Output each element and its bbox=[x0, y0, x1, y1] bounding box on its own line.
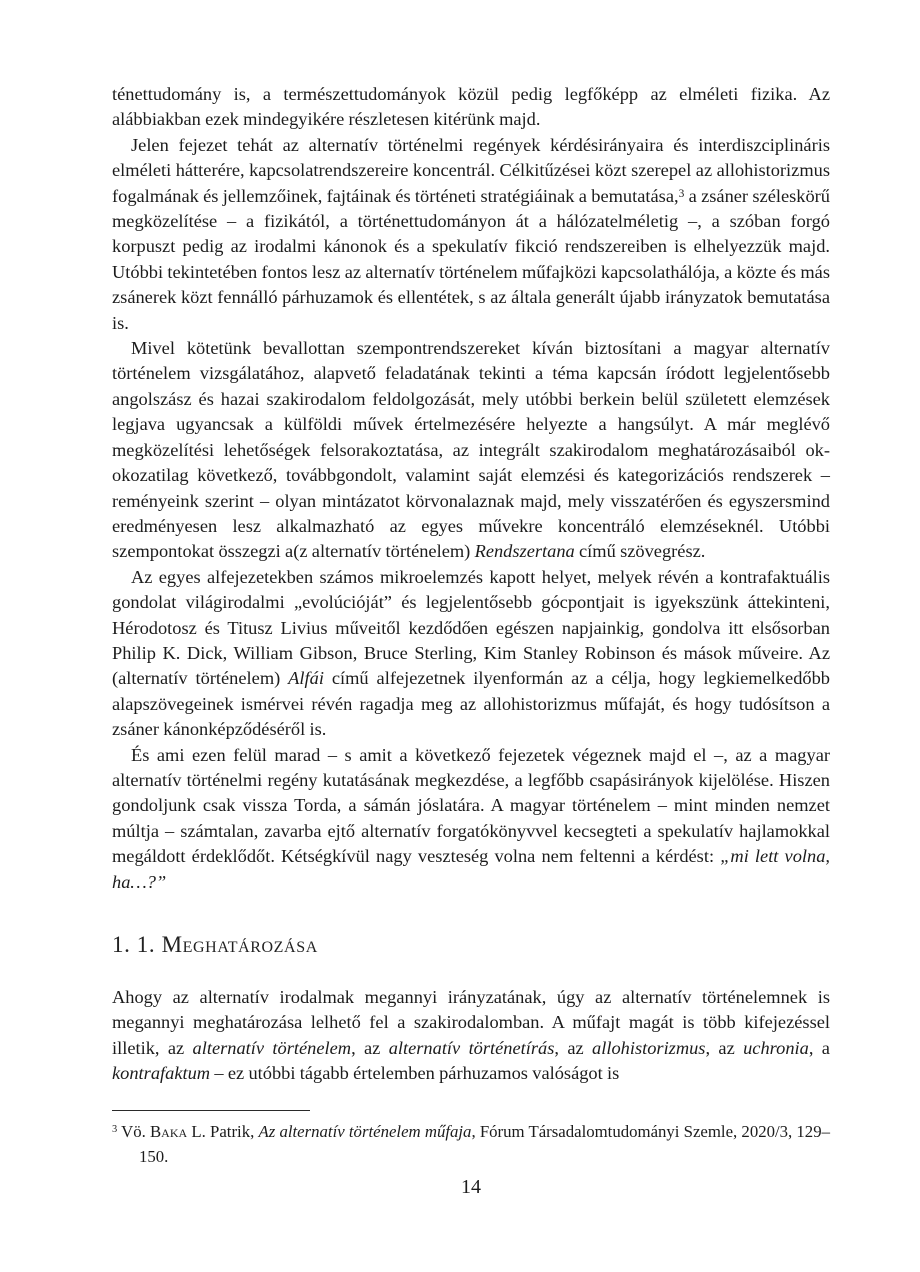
text-block bbox=[112, 82, 830, 1087]
page-number: 14 bbox=[461, 1176, 481, 1198]
body-paragraph: ténettudomány is, a természettudományok közül pedig legfőképp az elméleti fizika. Az alábbiakban ezek mindegyikére részletesen kitérünk majd. bbox=[112, 84, 830, 130]
section-heading: 1. 1. Meghatározása bbox=[112, 932, 318, 957]
footnote-separator-rule bbox=[112, 1110, 310, 1111]
footnote-block bbox=[112, 1110, 830, 1169]
body-paragraph: Mivel kötetünk bevallottan szempontrendszereket kíván biztosítani a magyar alternatív történelem vizsgálatához, alapvető feladatának tekinti a téma kapcsán íródott legjelentősebb angolszász és hazai szakirodalom feldolgozását, mely utóbbi berkein belül született elemzések legjava ugyancsak a külföldi művek értelmezésére helyezte a hangsúlyt. A már meglévő megközelítési lehetőségek felsorakoztatása, az integrált szakirodalom meghatározásaiból ok-okozatilag következő, továbbgondolt, valamint saját elemzési és kategorizációs rendszerek – reményeink szerint – olyan mintázatot körvonalaznak majd, mely visszatérően és egyszersmind eredményesen lesz alkalmazható az egyes művekre koncentráló elemzéseknél. Utóbbi szempontokat összegzi a(z alternatív történelem) Rendszertana című szövegrész. bbox=[112, 338, 830, 562]
footnote: $^3$ Vö. Baka L. Patrik, Az alternatív történelem műfaja, Fórum Társadalomtudományi Szemle, 2020/3, 129–150. bbox=[112, 1122, 830, 1166]
body-paragraph: És ami ezen felül marad – s amit a következő fejezetek végeznek majd el –, az a magyar alternatív történelmi regény kutatásának megkezdése, a legfőbb csapásirányok kijelölése. Hiszen gondoljunk csak vissza Torda, a sámán jóslatára. A magyar történelem – mint minden nemzet múltja – számtalan, zavarba ejtő alternatív forgatókönyvvel kecsegteti a spekulatív hajlamokkal megáldott érdeklődőt. Kétségkívül nagy veszteség volna nem feltenni a kérdést: „mi lett volna, ha…?” bbox=[112, 744, 830, 892]
body-paragraph: Ahogy az alternatív irodalmak megannyi irányzatának, úgy az alternatív történelemnek is megannyi meghatározása lelhető fel a szakirodalomban. A műfajt magát is több kifejezéssel illetik, az alternatív történelem, az alternatív történetírás, az allohistorizmus, az uchronia, a kontrafaktum – ez utóbbi tágabb értelemben párhuzamos valóságot is bbox=[112, 987, 830, 1084]
body-paragraph: Jelen fejezet tehát az alternatív történelmi regények kérdésirányaira és interdiszciplináris elméleti hátterére, kapcsolatrendszereire koncentrál. Célkitűzései közt szerepel az allohistorizmus fogalmának és jellemzőinek, fajtáinak és történeti stratégiáinak a bemutatása,$^3$ a zsáner széleskörű megközelítése – a fizikától, a történettudományon át a hálózatelméletig –, a szóban forgó korpuszt pedig az irodalmi kánonok és a spekulatív fikció rendszereiben is elhelyezzük majd. Utóbbi tekintetében fontos lesz az alternatív történelem műfajközi kapcsolathálója, a közte és más zsánerek közt fennálló párhuzamok és ellentétek, s az általa generált újabb irányzatok bemutatása is. bbox=[112, 134, 830, 333]
body-paragraph: Az egyes alfejezetekben számos mikroelemzés kapott helyet, melyek révén a kontrafaktuális gondolat világirodalmi „evolúcióját” és legjelentősebb gócpontjait is igyekszünk áttekinteni, Hérodotosz és Titusz Livius műveitől kezdődően egészen napjainkig, gondolva itt elsősorban Philip K. Dick, William Gibson, Bruce Sterling, Kim Stanley Robinson és mások műveire. Az (alternatív történelem) Alfái című alfejezetnek ilyenformán az a célja, hogy legkiemelkedőbb alapszövegeinek ismérvei révén ragadja meg az allohistorizmus műfaját, és hogy tudósítson a zsáner kánonképződéséről is. bbox=[112, 566, 831, 740]
